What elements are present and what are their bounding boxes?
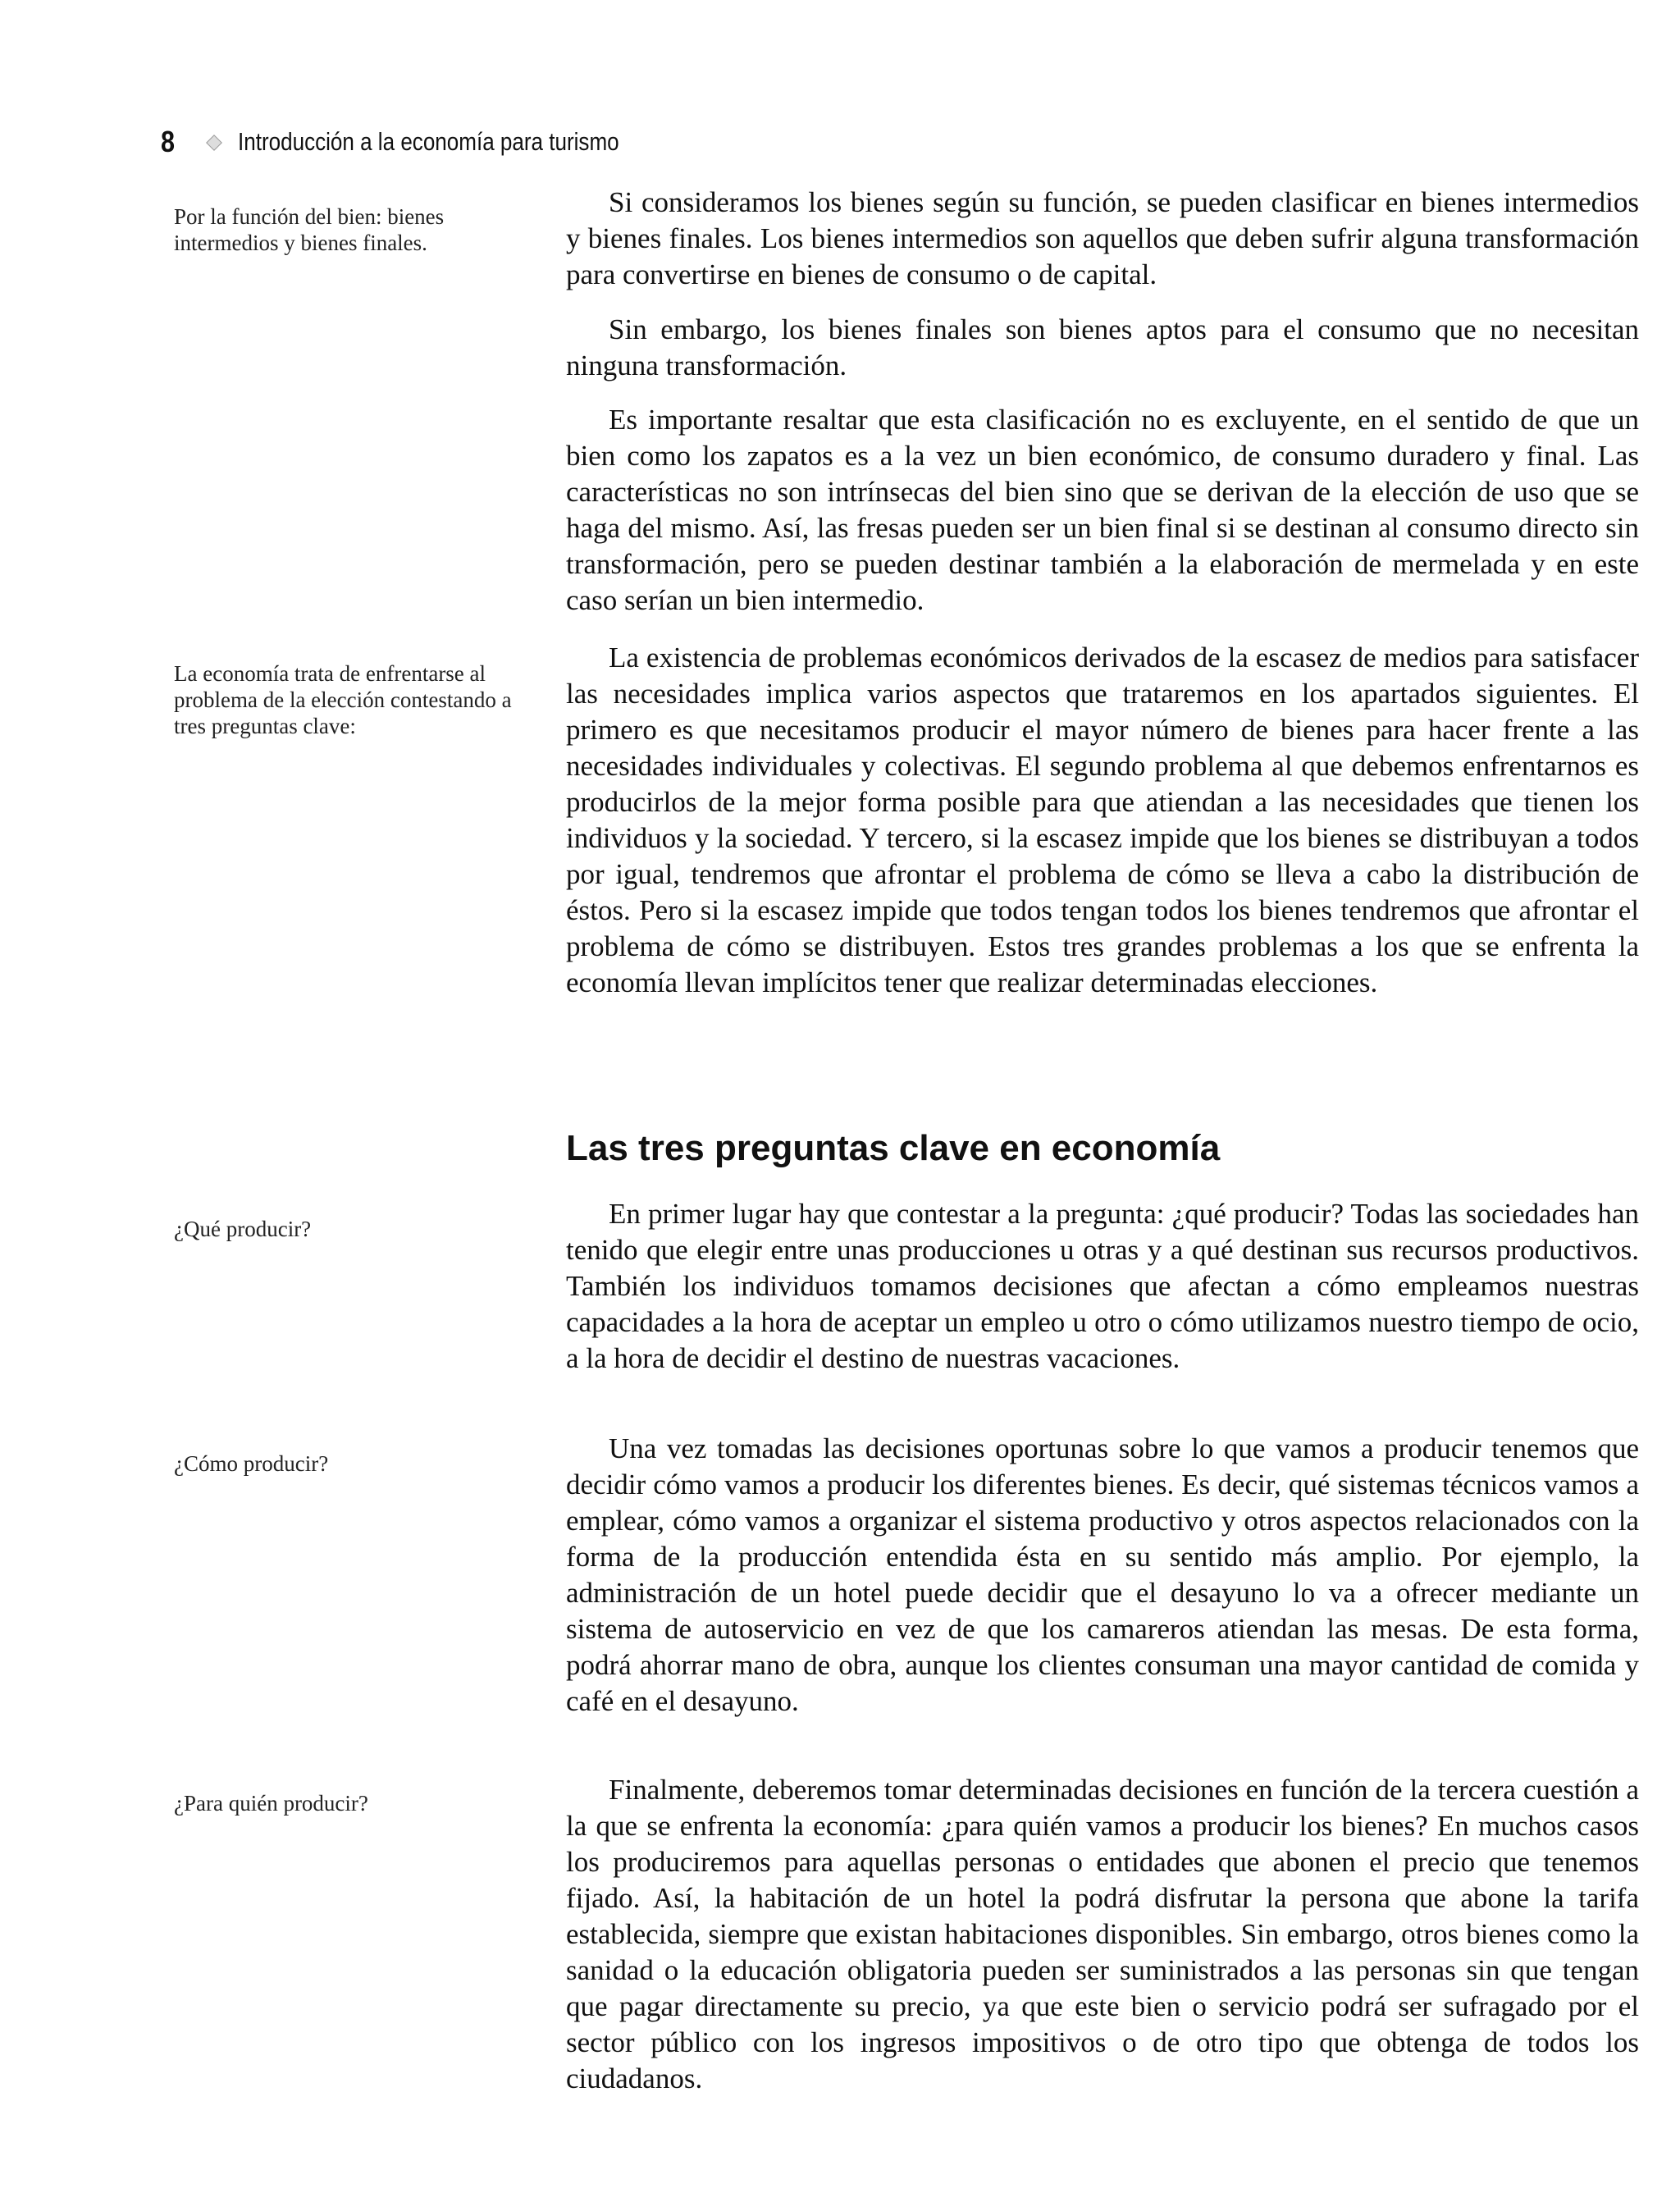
body-paragraph-1: Si consideramos los bienes según su función, se pueden clasificar en bienes intermedios y bienes finales. Los bienes intermedios son aquellos que deben sufrir alguna transformación para convertirse en bienes de consumo o de capital. [566,186,1639,290]
margin-note-funcion-bien: Por la función del bien: bienes intermedios y bienes finales. [174,204,445,255]
body-paragraph-4: La existencia de problemas económicos derivados de la escasez de medios para satisfacer las necesidades implica varios aspectos que trataremos en los apartados siguientes. El primero es que necesitamos producir el mayor número de bienes para hacer frente a las necesidades individuales y colectivas. El segundo problema al que debemos enfrentarnos es producirlos de la mejor forma posible para que atiendan a las necesidades que tienen los individuos y la sociedad. Y tercero, si la escasez impide que los bienes se distribuyan a todos por igual, tendremos que afrontar el problema de cómo se lleva a cabo la distribución de éstos. Pero si la escasez impide que todos tengan todos los bienes tendremos que afrontar el problema de cómo se distribuyen. Estos tres grandes problemas a los que se enfrenta la economía llevan implícitos tener que realizar determinadas elecciones. [566,642,1639,998]
body-paragraph-7: Finalmente, deberemos tomar determinadas decisiones en función de la tercera cuestión a la que se enfrenta la economía: ¿para quién vamos a producir los bienes? En muchos casos los produciremos para aquellas personas o entidades que abonen el precio que tenemos fijado. Así, la habitación de un hotel la podrá disfrutar la persona que abone la tarifa establecida, siempre que existan habitaciones disponibles. Sin embargo, otros bienes como la sanidad o la educación obligatoria pueden ser suministrados a las personas sin que tengan que pagar directamente su precio, ya que este bien o servicio podrá ser sufragado por el sector público con los ingresos impositivos o de otro tipo que obtenga de todos los ciudadanos. [566,1774,1639,2094]
running-header [161,121,692,162]
body-paragraph-6: Una vez tomadas las decisiones oportunas sobre lo que vamos a producir tenemos que decidir cómo vamos a producir los diferentes bienes. Es decir, qué sistemas técnicos vamos a emplear, cómo vamos a organizar el sistema productivo y otros aspectos relacionados con la forma de la producción entendida ésta en su sentido más amplio. Por ejemplo, la administración de un hotel puede decidir que el desayuno lo va a ofrecer mediante un sistema de autoservicio en vez de que los camareros atiendan las mesas. De esta forma, podrá ahorrar mano de obra, aunque los clientes consuman una mayor cantidad de comida y café en el desayuno. [566,1432,1639,1717]
diamond-ornament-icon [207,135,220,148]
body-paragraph-2: Sin embargo, los bienes finales son bienes aptos para el consumo que no necesitan ninguna transformación. [566,313,1639,381]
page-number: 8 [161,125,176,158]
book-title: Introducción a la economía para turismo [238,127,619,156]
body-paragraph-5: En primer lugar hay que contestar a la pregunta: ¿qué producir? Todas las sociedades han tenido que elegir entre unas producciones u otras y a qué destinan sus recursos productivos. También los individuos tomamos decisiones que afectan a cómo empleamos nuestras capacidades a la hora de aceptar un empleo u otro o cómo utilizamos nuestro tiempo de ocio, a la hora de decidir el destino de nuestras vacaciones. [566,1198,1639,1374]
margin-note-que-producir: ¿Qué producir? [174,1217,312,1241]
margin-note-para-quien: ¿Para quién producir? [174,1791,368,1816]
margin-note-eleccion: La economía trata de enfrentarse al problema de la elección contestando a tres preguntas clave: [174,661,512,738]
body-paragraph-3: Es importante resaltar que esta clasificación no es excluyente, en el sentido de que un bien como los zapatos es a la vez un bien económico, de consumo duradero y final. Las características no son intrínsecas del bien sino que se derivan de la elección de uso que se haga del mismo. Así, las fresas pueden ser un bien final si se destinan al consumo directo sin transformación, pero se pueden destinar también a la elaboración de mermelada y en este caso serían un bien intermedio. [566,404,1639,616]
margin-note-como-producir: ¿Cómo producir? [174,1451,329,1476]
section-heading: Las tres preguntas clave en economía [566,1128,1221,1168]
